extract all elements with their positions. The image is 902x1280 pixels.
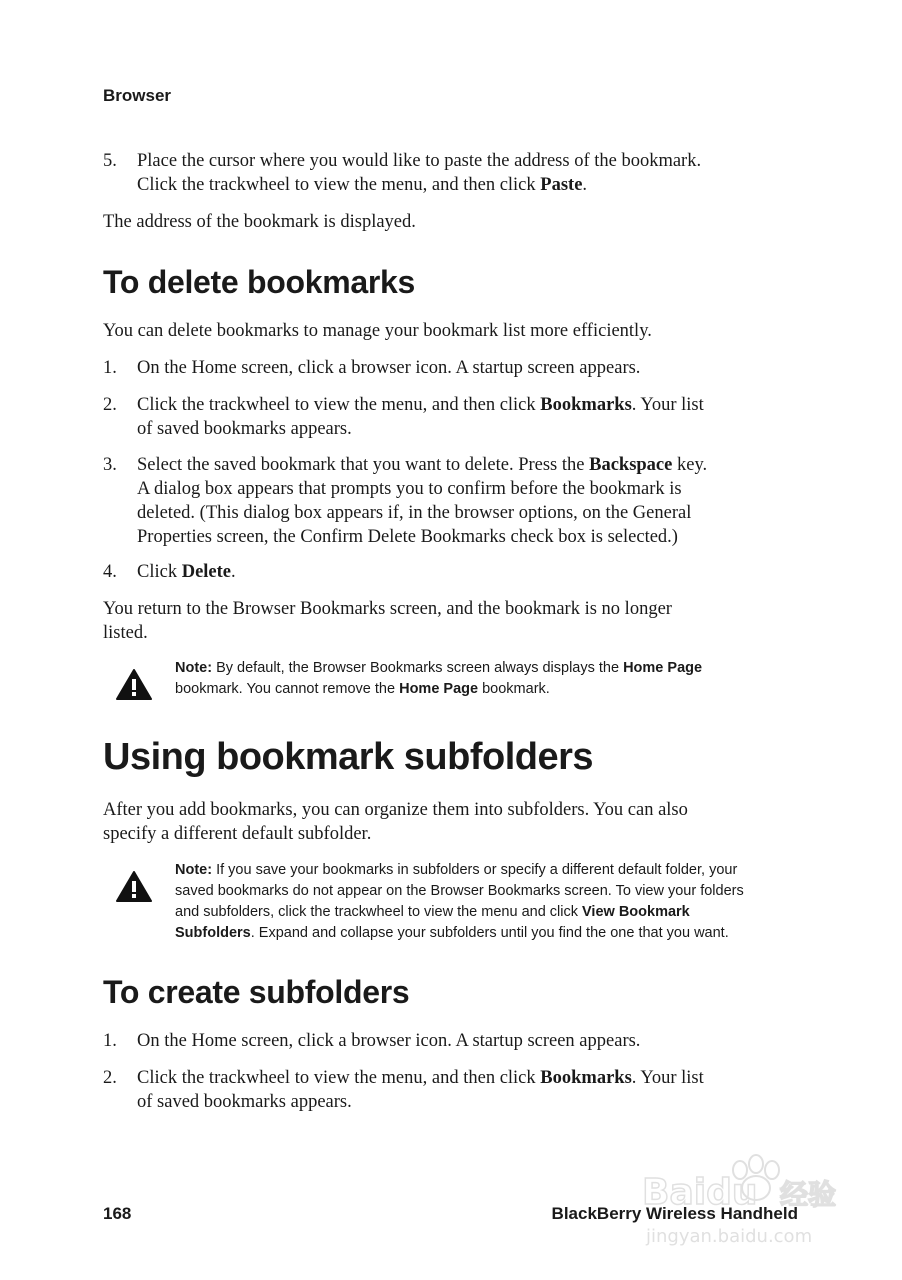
note-text: Note: By default, the Browser Bookmarks screen always displays the Home Page bookmark. You cannot remove the Home Page bookmark. bbox=[175, 660, 703, 697]
list-item bbox=[103, 453, 803, 549]
list-item bbox=[103, 1066, 803, 1114]
step-text: On the Home screen, click a browser icon. A startup screen appears. bbox=[137, 358, 641, 378]
list-item bbox=[103, 149, 803, 197]
step-text: On the Home screen, click a browser icon. A startup screen appears. bbox=[137, 1031, 641, 1051]
step-number: 2. bbox=[103, 1068, 117, 1088]
watermark-logo bbox=[640, 1142, 850, 1252]
warning-icon bbox=[115, 870, 153, 904]
step-number: 2. bbox=[103, 395, 117, 415]
step-number: 4. bbox=[103, 562, 117, 582]
note-text: Note: If you save your bookmarks in subfolders or specify a different default folder, your saved bookmarks do not appear on the Browser Bookmarks screen. To view your folders and subfolders, click the trackwheel to view the menu and click View Bookmark Subfolders. Expand and collapse your subfolders until you find the one that you want. bbox=[175, 862, 744, 941]
step-text: Click the trackwheel to view the menu, and then click Bookmarks. Your list of saved bookmarks appears. bbox=[137, 395, 704, 439]
running-header: Browser bbox=[103, 86, 172, 105]
watermark-brand: Baidu bbox=[642, 1172, 758, 1213]
note-callout bbox=[115, 658, 805, 700]
list-item bbox=[103, 393, 803, 441]
watermark-cn: 经验 bbox=[780, 1178, 837, 1211]
section-heading-subfolders: Using bookmark subfolders bbox=[103, 736, 594, 778]
note-callout bbox=[115, 860, 805, 944]
list-item bbox=[103, 560, 803, 584]
step-number: 1. bbox=[103, 1031, 117, 1051]
step-number: 1. bbox=[103, 358, 117, 378]
section-heading-delete: To delete bookmarks bbox=[103, 264, 416, 300]
result-text: You return to the Browser Bookmarks screen, and the bookmark is no longer listed. bbox=[103, 599, 672, 643]
result-text: The address of the bookmark is displayed. bbox=[103, 212, 416, 232]
step-text: Select the saved bookmark that you want to delete. Press the Backspace key. A dialog box appears that prompts you to confirm before the bookmark is deleted. (This dialog box appears if, in the browser options, on the General Properties screen, the Confirm Delete Bookmarks check box is selected.) bbox=[137, 455, 708, 547]
step-text: Click the trackwheel to view the menu, and then click Bookmarks. Your list of saved bookmarks appears. bbox=[137, 1068, 704, 1112]
step-text: Place the cursor where you would like to paste the address of the bookmark. Click the trackwheel to view the menu, and then click Paste. bbox=[137, 151, 702, 195]
footer-title: BlackBerry Wireless Handheld bbox=[551, 1204, 798, 1223]
section-intro: You can delete bookmarks to manage your bookmark list more efficiently. bbox=[103, 321, 652, 341]
step-number: 3. bbox=[103, 455, 117, 475]
section-intro: After you add bookmarks, you can organize them into subfolders. You can also specify a different default subfolder. bbox=[103, 800, 688, 844]
page-number: 168 bbox=[103, 1204, 132, 1223]
step-number: 5. bbox=[103, 151, 117, 171]
step-text: Click Delete. bbox=[137, 562, 236, 582]
section-heading-create: To create subfolders bbox=[103, 974, 410, 1010]
list-item bbox=[103, 1029, 803, 1053]
list-item bbox=[103, 356, 803, 380]
warning-icon bbox=[115, 668, 153, 702]
watermark-url: jingyan.baidu.com bbox=[646, 1226, 813, 1247]
